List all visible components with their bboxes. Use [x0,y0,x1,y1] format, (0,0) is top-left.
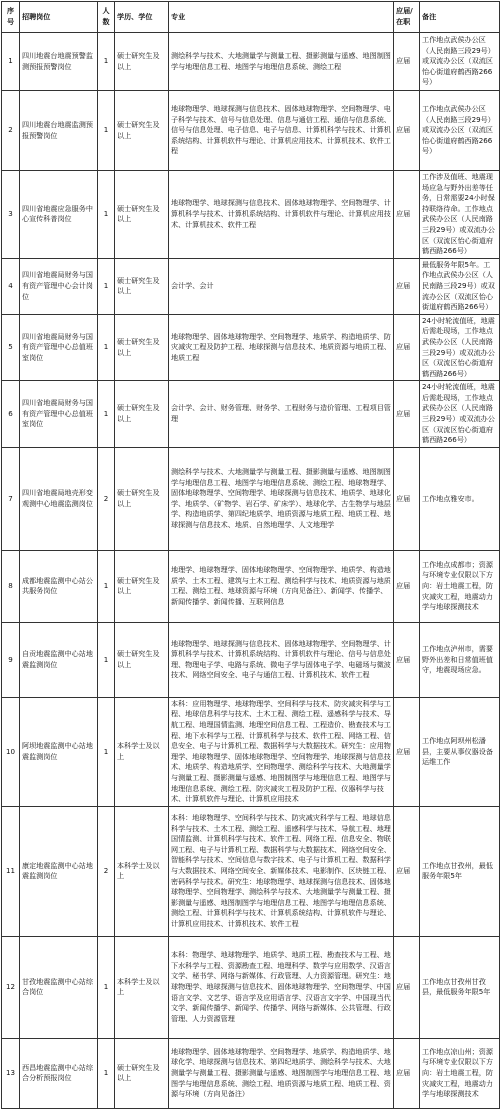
row-status: 应届 [394,1038,420,1108]
row-post: 四川省地震局财务与国有资产管理中心会计岗位 [20,258,98,314]
row-note: 工作地点成都市；资源与环境专业仅限以下方向：岩土地震工程，防灾减灾工程，地震动力学与地球探测技术 [420,550,500,622]
row-major: 地球物理学、固体地球物理学、空间物理学、地质学、构造地质学、地球化学、地球探测与信息技术、第四纪地质学、测绘科学与技术、大地测量学与测量工程、摄影测量与遥感、地图制图学与地理信息工程、地图学与地理信息系统、测绘工程、地质资源与地质工程、地质工程、资源与环境（方向见备注） [169,1038,394,1108]
row-no: 6 [2,381,20,448]
table-row [2,697,500,806]
row-major: 会计学、会计、财务管理、财务学、工程财务与造价管理、工程项目管理 [169,381,394,448]
table-row [2,91,500,171]
row-num: 1 [98,697,115,806]
row-post: 四川省地震局地壳形变观测中心地震监测岗位 [20,447,98,550]
row-status: 应届 [394,171,420,259]
row-edu: 硕士研究生及以上 [115,550,169,622]
row-edu: 本科学士及以上 [115,936,169,1038]
row-no: 12 [2,936,20,1038]
row-note: 工作地点阿坝州松潘县，主要从事仪器设备运维工作 [420,697,500,806]
table-row [2,171,500,259]
row-num: 1 [98,381,115,448]
row-post: 四川省地震应急服务中心宣传科普岗位 [20,171,98,259]
table-row [2,806,500,936]
row-edu: 硕士研究生及以上 [115,447,169,550]
row-major: 测绘科学与技术、大地测量学与测量工程、摄影测量与遥感、地图制图学与地理信息工程、地图学与地理信息系统、测绘工程、地球物理学、固体地球物理学、空间物理学、地球探测与信息技术、地质学、地球化学、地质学、（矿物学、岩石学、矿床学）、地球化学、古生物学与地层学、构造地质学、第四纪地质学、地质资源与地质工程、地质工程、地球探测与信息技术、地质、自然地理学、人文地理学 [169,447,394,550]
row-note: 工作地点泸州市，需要野外出差和日常值班值守，地震现场应急。 [420,622,500,697]
row-no: 10 [2,697,20,806]
row-note: 工作地点雅安市。 [420,447,500,550]
row-num: 1 [98,1038,115,1108]
row-num: 1 [98,171,115,259]
row-post: 阿坝地震监测中心站地震监测岗位 [20,697,98,806]
row-status: 应届 [394,936,420,1038]
row-status: 应届 [394,622,420,697]
table-row [2,381,500,448]
row-note: 工作地点凉山州；资源与环境专业仅限以下方向：岩土地震工程，防灾减灾工程，地震动力学与地球探测技术 [420,1038,500,1108]
header-note: 备注 [420,2,500,33]
row-major: 地球物理学、地球探测与信息技术、固体地球物理学、空间物理学、计算机科学与技术、计算机系统结构、计算机软件与理论、计算机应用技术、计算机技术、软件工程 [169,171,394,259]
header-major: 专业 [169,2,394,33]
row-major: 本科：应用物理学、地球物理学、空间科学与技术、防灾减灾科学与工程、地球信息科学与技术、土木工程、测绘工程、遥感科学与技术、导航工程、地理国情监测、地理空间信息工程、工程造价、勘查技术与工程、地下水科学与工程、计算机科学与技术、软件工程、网络工程、信息安全、电子与计算机工程、数据科学与大数据技术。研究生：应用物理学、地球物理学、固体地球物理学、空间物理学、地球探测与信息技术、地质学、构造地质学、空间物理学、测绘科学与技术、大地测量学与测量工程、摄影测量与遥感、地图制图学与地理信息工程、地图学与地理信息系统、测绘工程、防灾减灾工程及防护工程、仪器科学与技术、计算机软件与理论、计算机应用技术 [169,697,394,806]
table-row [2,622,500,697]
row-edu: 硕士研究生及以上 [115,381,169,448]
row-post: 康定地震监测中心站地震监测岗位 [20,806,98,936]
header-edu: 学历、学位 [115,2,169,33]
header-row [2,2,500,33]
row-post: 四川地震台地震预警监测预报预警岗位 [20,33,98,91]
table-row [2,447,500,550]
row-no: 8 [2,550,20,622]
row-no: 5 [2,314,20,381]
row-num: 2 [98,447,115,550]
row-edu: 硕士研究生及以上 [115,33,169,91]
row-num: 1 [98,91,115,171]
row-note: 24小时轮流值班，地震后需赴现场，工作地点武侯办公区（人民南路三段29号）或双流办公区（双流区怡心街道府鹤西路266号） [420,381,500,448]
row-note: 工作涉及值班、地震现场应急与野外出差等任务，日常需要24小时保持联络待命。工作地点武侯办公区（人民南路三段29号）或双流办公区（双流区怡心街道府鹤西路266号） [420,171,500,259]
row-status: 应届 [394,697,420,806]
row-edu: 硕士研究生及以上 [115,1038,169,1108]
row-post: 甘孜地震监测中心站综合岗位 [20,936,98,1038]
row-edu: 硕士研究生及以上 [115,622,169,697]
row-major: 地理学、地球物理学、固体地球物理学、空间物理学、地质学、构造地质学、土木工程、建筑与土木工程、测绘科学与技术、地质资源与地质工程、测绘工程、地球资源与环境（方向见备注）、新闻学、传播学、新闻传播学、新闻传播、互联网信息 [169,550,394,622]
recruitment-table [1,1,500,1109]
row-status: 应届 [394,258,420,314]
row-num: 1 [98,258,115,314]
row-edu: 硕士研究生及以上 [115,314,169,381]
row-status: 应届 [394,381,420,448]
row-note: 24小时轮流值班，地震后需赴现场，工作地点武侯办公区（人民南路三段29号）或双流办公区（双流区怡心街道府鹤西路266号） [420,314,500,381]
header-post: 招聘岗位 [20,2,98,33]
row-edu: 硕士研究生及以上 [115,171,169,259]
row-status: 应届 [394,550,420,622]
row-no: 3 [2,171,20,259]
row-post: 四川地震台地震监测预报预警岗位 [20,91,98,171]
row-major: 本科：物理学、地球物理学、地质学、地质工程、勘查技术与工程、地下水科学与工程、资源勘查工程、地理科学、数学与应用数学、汉语言文学、秘书学、网络与新媒体、行政管理、人力资源管理。研究生：地球物理学、地球探测与信息技术、固体地球物理学、空间物理学、中国语言文学、文艺学、语言学及应用语言学、汉语言文字学、中国现当代文学、新闻传播学、新闻学、传播学、网络与新媒体、公共管理、行政管理、人力资源管理 [169,936,394,1038]
row-num: 1 [98,550,115,622]
row-no: 13 [2,1038,20,1108]
row-major: 测绘科学与技术、大地测量学与测量工程、摄影测量与遥感、地图制图学与地理信息工程、地图学与地理信息系统、测绘工程 [169,33,394,91]
row-num: 2 [98,806,115,936]
row-major: 会计学、会计 [169,258,394,314]
row-post: 四川省地震局财务与国有资产管理中心总值班室岗位 [20,314,98,381]
row-major: 地球物理学、地球探测与信息技术、固体地球物理学、空间物理学、电子科学与技术、信号与信息处理、信息与通信工程、通信与信息系统、信号与信息处理、电子信息、电子与信息、计算机科学与技术、计算机系统结构、计算机软件与理论、计算机应用技术、计算机技术、软件工程 [169,91,394,171]
table-row [2,1038,500,1108]
header-num: 人数 [98,2,115,33]
table-row [2,258,500,314]
row-post: 成都地震监测中心站公共服务岗位 [20,550,98,622]
row-major: 本科：地球物理学、空间科学与技术、防灾减灾科学与工程、地球信息科学与技术、土木工程、测绘工程、遥感科学与技术、导航工程、地理国情监测、计算机科学与技术、软件工程、网络工程、信息安全、物联网工程、电子与计算机工程、数据科学与大数据技术、网络空间安全、智能科学与技术、空间信息与数字技术、电子与计算机工程、数据科学与大数据技术、网络空间安全、新媒体技术、电影制作、区块链工程、密码科学与技术。研究生：地球物理学、地球探测与信息技术、固体地球物理学、空间物理学、测绘科学与技术、大地测量学与测量工程、摄影测量与遥感、地图制图学与地理信息工程、地图学与地理信息系统、测绘工程、计算机科学与技术、计算机系统结构、计算机软件与理论、计算机应用技术、计算机技术、软件工程 [169,806,394,936]
row-no: 4 [2,258,20,314]
row-status: 应届 [394,314,420,381]
row-major: 地球物理学、地球探测与信息技术、固体地球物理学、空间物理学、计算机科学与技术、计算机系统结构、计算机软件与理论、信号与信息处理、物理电子学、电路与系统、微电子学与固体电子学、电磁场与微波技术、网络空间安全、电子与通信工程、计算机技术、软件工程 [169,622,394,697]
row-no: 2 [2,91,20,171]
header-status: 应届/在职 [394,2,420,33]
row-status: 应届 [394,447,420,550]
table-row [2,33,500,91]
row-post: 四川省地震局财务与国有资产管理中心总值班室岗位 [20,381,98,448]
row-edu: 硕士研究生及以上 [115,91,169,171]
table-row [2,550,500,622]
row-note: 工作地点甘孜州，最低服务年限5年 [420,806,500,936]
row-no: 1 [2,33,20,91]
row-post: 西昌地震监测中心站综合分析预报岗位 [20,1038,98,1108]
row-note: 工作地点武侯办公区（人民南路三段29号）或双流办公区（双流区怡心街道府鹤西路266号） [420,33,500,91]
table-row [2,936,500,1038]
row-status: 应届 [394,806,420,936]
row-num: 1 [98,314,115,381]
row-note: 工作地点甘孜州甘孜县，最低服务年限5年 [420,936,500,1038]
row-major: 地球物理学、固体地球物理学、空间物理学、地质学、构造地质学、防灾减灾工程及防护工程、地球探测与信息技术、地质资源与地质工程、地质工程 [169,314,394,381]
row-note: 工作地点武侯办公区（人民南路三段29号）或双流办公区（双流区怡心街道府鹤西路266号） [420,91,500,171]
row-edu: 本科学士及以上 [115,697,169,806]
row-num: 1 [98,936,115,1038]
row-num: 1 [98,622,115,697]
table-row [2,314,500,381]
row-edu: 硕士研究生及以上 [115,258,169,314]
row-edu: 本科学士及以上 [115,806,169,936]
row-status: 应届 [394,33,420,91]
row-status: 应届 [394,91,420,171]
row-no: 7 [2,447,20,550]
row-num: 1 [98,33,115,91]
header-no: 序号 [2,2,20,33]
row-post: 自贡地震监测中心站地震监测岗位 [20,622,98,697]
row-no: 11 [2,806,20,936]
row-note: 最低服务年限5年。工作地点武侯办公区（人民南路三段29号）或双流办公区（双流区怡心街道府鹤西路266号） [420,258,500,314]
row-no: 9 [2,622,20,697]
